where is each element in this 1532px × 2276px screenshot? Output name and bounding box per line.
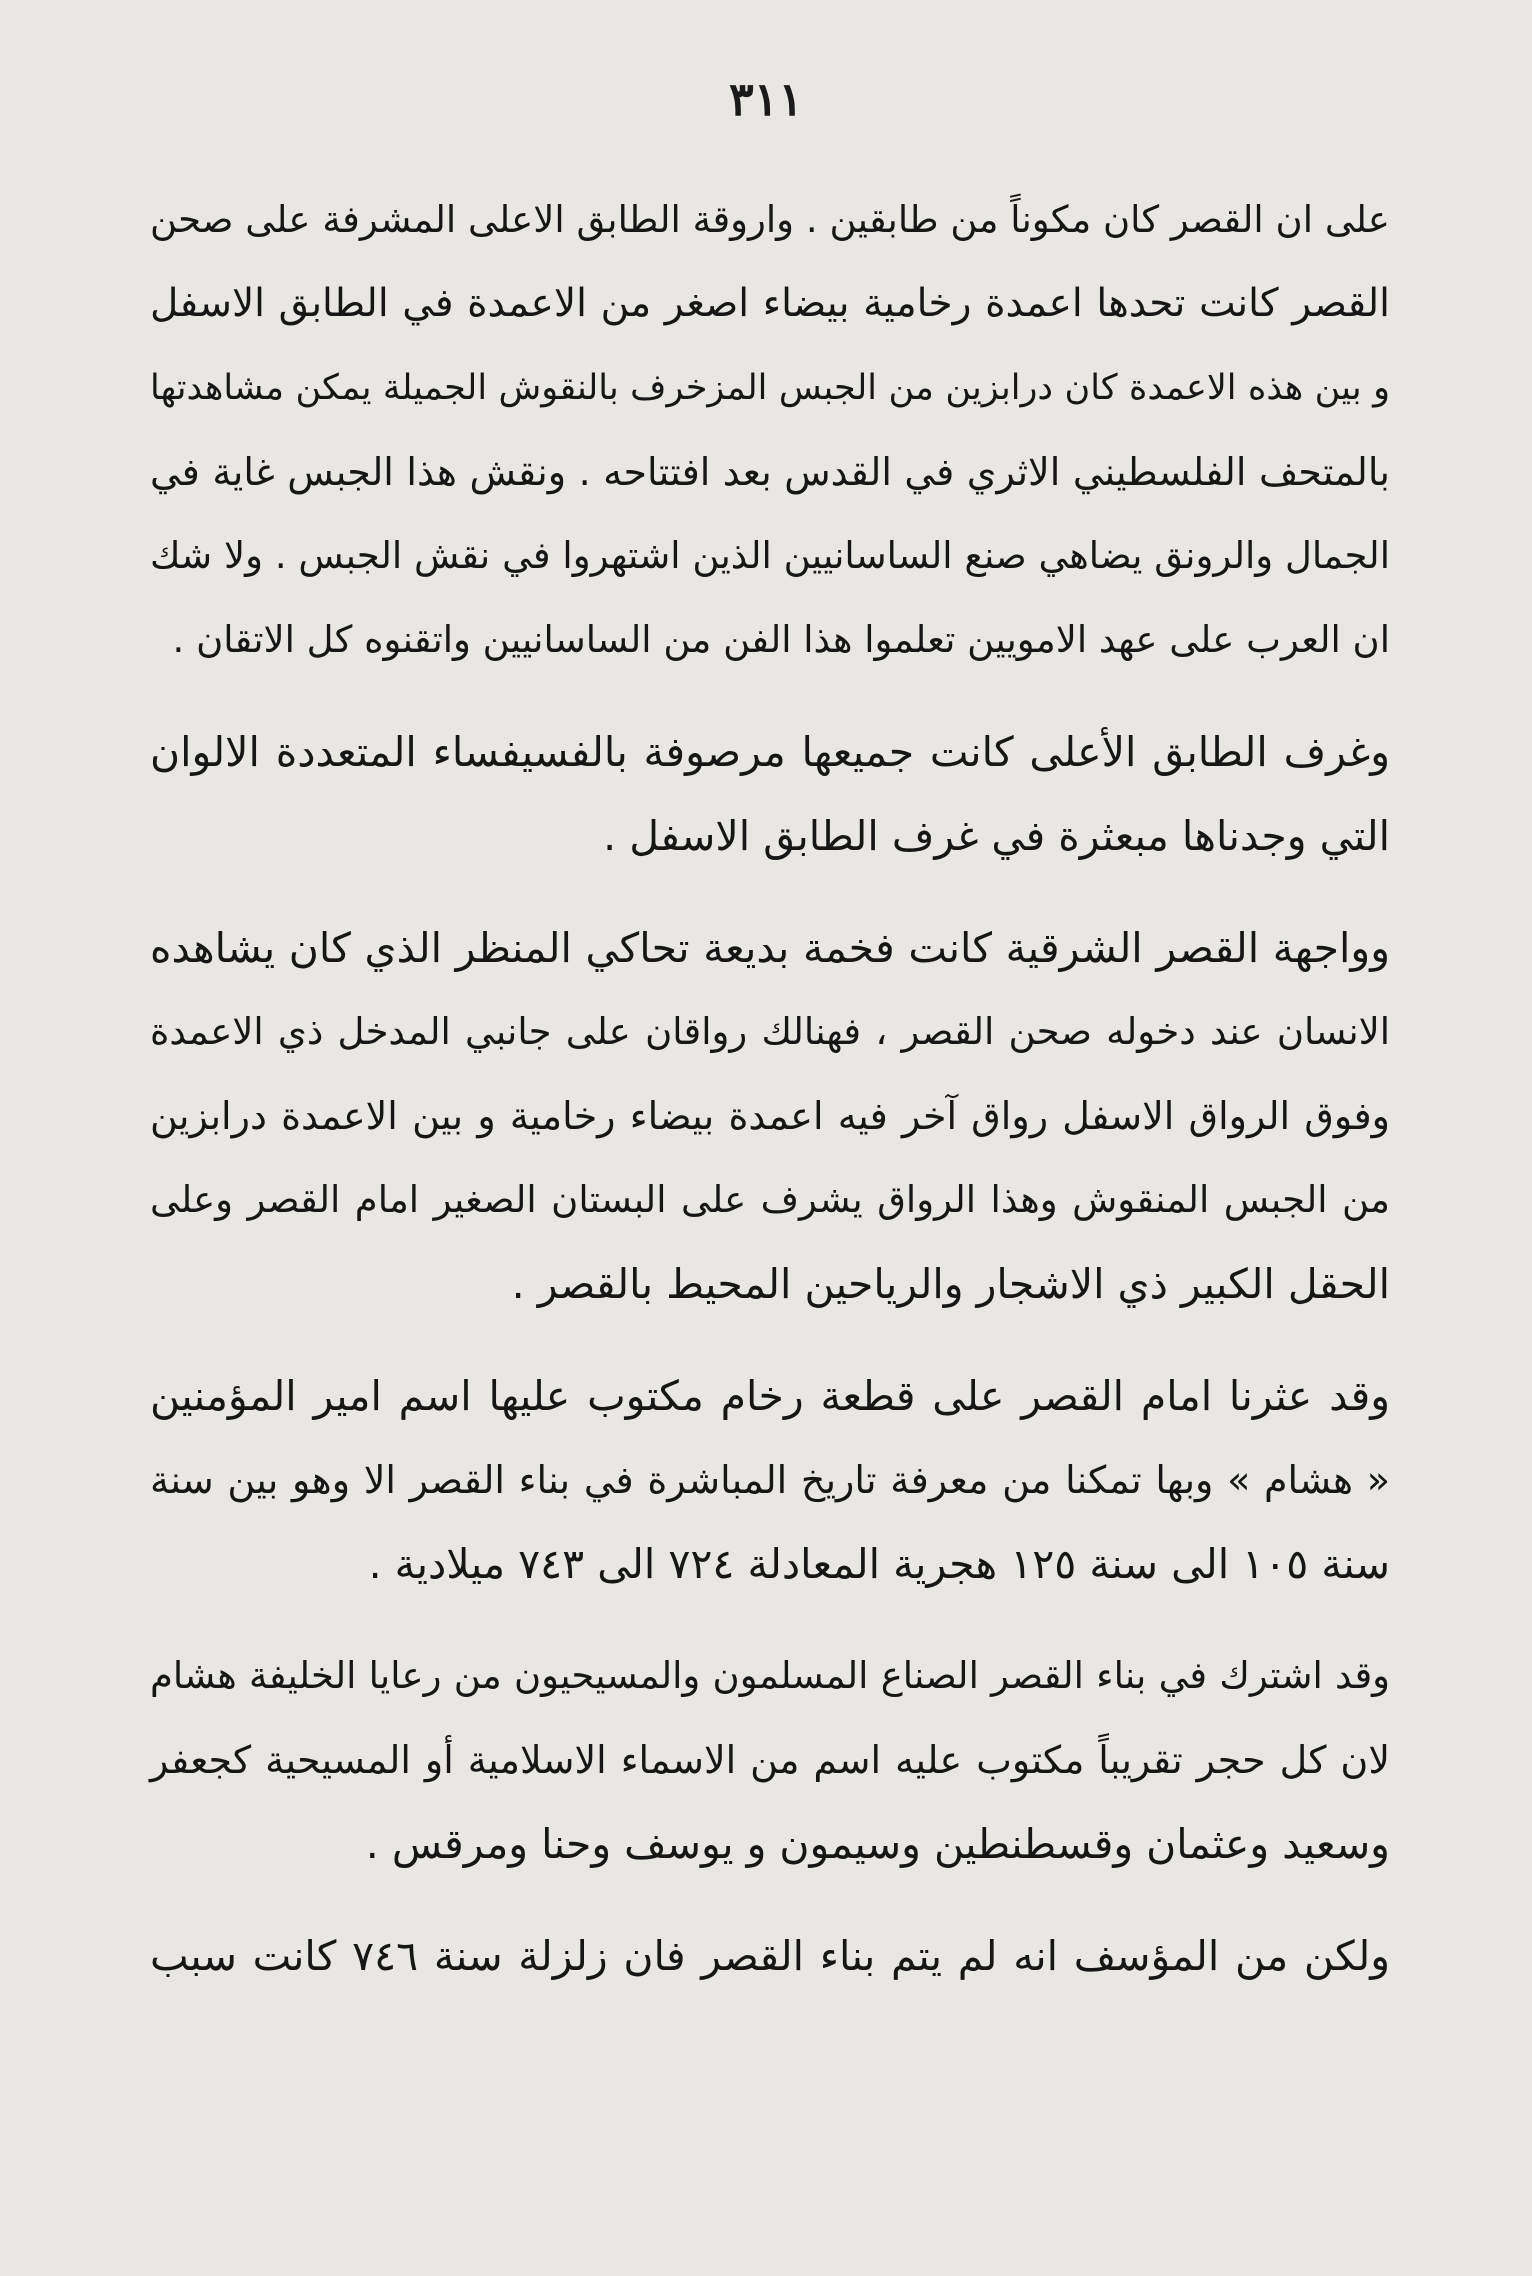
text-line: وسعيد وعثمان وقسطنطين وسيمون و يوسف وحنا ومرقس . (365, 1820, 1390, 1868)
text-line: وقد اشترك في بناء القصر الصناع المسلمون والمسيحيون من رعايا الخليفة هشام (150, 1654, 1390, 1697)
text-line: على ان القصر كان مكوناً من طابقين . واروقة الطابق الاعلى المشرفة على صحن (150, 198, 1390, 241)
text-line: سنة ١٠٥ الى سنة ١٢٥ هجرية المعادلة ٧٢٤ الى ٧٤٣ ميلادية . (368, 1540, 1390, 1588)
paragraph-1 (150, 178, 1390, 682)
text-line: و بين هذه الاعمدة كان درابزين من الجبس المزخرف بالنقوش الجميلة يمكن مشاهدتها (150, 368, 1390, 408)
text-line: الحقل الكبير ذي الاشجار والرياحين المحيط بالقصر . (511, 1260, 1390, 1308)
text-line: وواجهة القصر الشرقية كانت فخمة بديعة تحاكي المنظر الذي كان يشاهده (150, 924, 1390, 972)
text-line: بالمتحف الفلسطيني الاثري في القدس بعد افتتاحه . ونقش هذا الجبس غاية في (150, 450, 1390, 494)
text-line: من الجبس المنقوش وهذا الرواق يشرف على البستان الصغير امام القصر وعلى (150, 1178, 1390, 1221)
text-line: القصر كانت تحدها اعمدة رخامية بيضاء اصغر من الاعمدة في الطابق الاسفل (150, 281, 1390, 326)
paragraph-6 (150, 1914, 1390, 1998)
paragraph-5 (150, 1634, 1390, 1886)
text-line: وفوق الرواق الاسفل رواق آخر فيه اعمدة بيضاء رخامية و بين الاعمدة درابزين (150, 1094, 1390, 1138)
text-line: ان العرب على عهد الامويين تعلموا هذا الفن من الساسانيين واتقنوه كل الاتقان . (172, 618, 1390, 661)
text-line: ولكن من المؤسف انه لم يتم بناء القصر فان زلزلة سنة ٧٤٦ كانت سبب (150, 1932, 1391, 1980)
paragraph-3 (150, 906, 1390, 1326)
text-line: الجمال والرونق يضاهي صنع الساسانيين الذين اشتهروا في نقش الجبس . ولا شك (150, 534, 1390, 577)
paragraph-2 (150, 710, 1390, 878)
text-line: « هشام » وبها تمكنا من معرفة تاريخ المباشرة في بناء القصر الا وهو بين سنة (150, 1458, 1390, 1502)
paragraph-4 (150, 1354, 1390, 1606)
text-line: وغرف الطابق الأعلى كانت جميعها مرصوفة بالفسيفساء المتعددة الالوان (150, 728, 1390, 776)
body-text (150, 178, 1390, 1998)
text-line: التي وجدناها مبعثرة في غرف الطابق الاسفل . (603, 812, 1390, 860)
text-line: الانسان عند دخوله صحن القصر ، فهنالك رواقان على جانبي المدخل ذي الاعمدة (150, 1010, 1390, 1053)
text-line: وقد عثرنا امام القصر على قطعة رخام مكتوب عليها اسم امير المؤمنين (150, 1372, 1390, 1420)
text-line: لان كل حجر تقريباً مكتوب عليه اسم من الاسماء الاسلامية أو المسيحية كجعفر (150, 1738, 1390, 1782)
page-number: ٣١١ (728, 72, 804, 126)
